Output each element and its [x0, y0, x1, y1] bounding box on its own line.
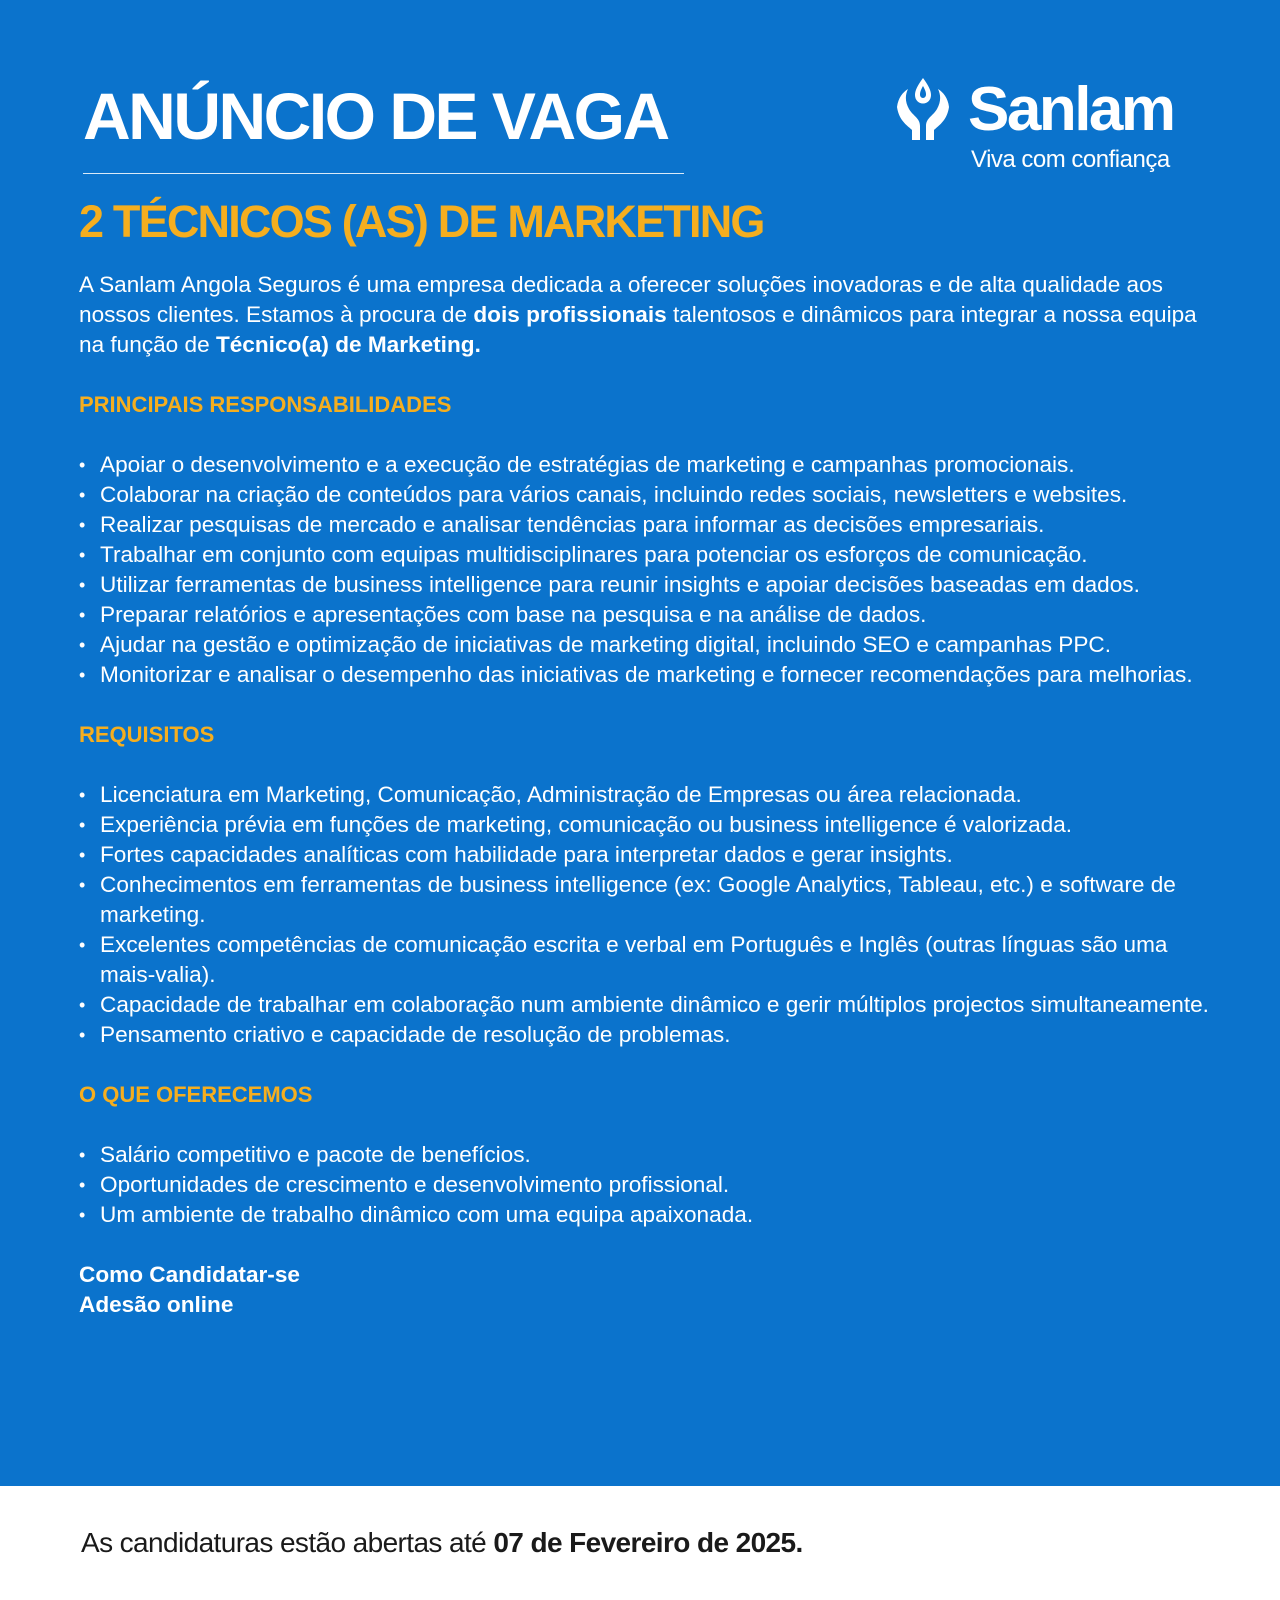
logo-wordmark: Sanlam — [968, 75, 1174, 144]
requirements-heading: REQUISITOS — [79, 722, 215, 747]
main-content — [79, 270, 1209, 1320]
sanlam-logo — [895, 74, 1210, 184]
deadline-prefix: As candidaturas estão abertas até — [81, 1527, 494, 1558]
job-title: 2 TÉCNICOS (AS) DE MARKETING — [79, 196, 764, 247]
list-item: • Excelentes competências de comunicação escrita e verbal em Português e Inglês (outras línguas são uma mais-valia). — [79, 930, 1209, 990]
list-item: • Pensamento criativo e capacidade de resolução de problemas. — [79, 1020, 1209, 1050]
intro-text-1: A Sanlam Angola Seguros é uma empresa dedicada a oferecer soluções inovadoras e de alta qualidade aos nossos clientes. Estamos à procura de — [79, 272, 1163, 327]
apply-method: Adesão online — [79, 1292, 234, 1317]
list-item: • Trabalhar em conjunto com equipas multidisciplinares para potenciar os esforços de comunicação. — [79, 540, 1209, 570]
list-item: • Licenciatura em Marketing, Comunicação, Administração de Empresas ou área relacionada. — [79, 780, 1209, 810]
list-item: • Um ambiente de trabalho dinâmico com uma equipa apaixonada. — [79, 1200, 1209, 1230]
list-item: • Fortes capacidades analíticas com habilidade para interpretar dados e gerar insights. — [79, 840, 1209, 870]
requirements-list — [79, 780, 1209, 1050]
list-item: • Monitorizar e analisar o desempenho das iniciativas de marketing e fornecer recomendações para melhorias. — [79, 660, 1209, 690]
list-item: • Colaborar na criação de conteúdos para vários canais, incluindo redes sociais, newsletters e websites. — [79, 480, 1209, 510]
offer-list — [79, 1140, 1209, 1230]
offer-heading: O QUE OFERECEMOS — [79, 1082, 313, 1107]
apply-heading: Como Candidatar-se — [79, 1262, 300, 1287]
intro-text-2: talentosos e dinâmicos para integrar a nossa equipa na função de — [79, 302, 1197, 357]
list-item: • Preparar relatórios e apresentações com base na pesquisa e na análise de dados. — [79, 600, 1209, 630]
sanlam-hands-icon — [895, 76, 951, 142]
footer — [0, 1486, 1280, 1600]
list-item: • Apoiar o desenvolvimento e a execução de estratégias de marketing e campanhas promocionais. — [79, 450, 1209, 480]
list-item: • Conhecimentos em ferramentas de business intelligence (ex: Google Analytics, Tableau, etc.) e software de marketing. — [79, 870, 1209, 930]
list-item: • Experiência prévia em funções de marketing, comunicação ou business intelligence é valorizada. — [79, 810, 1209, 840]
list-item: • Utilizar ferramentas de business intelligence para reunir insights e apoiar decisões baseadas em dados. — [79, 570, 1209, 600]
title-divider — [83, 173, 684, 174]
list-item: • Realizar pesquisas de mercado e analisar tendências para informar as decisões empresariais. — [79, 510, 1209, 540]
deadline-date: 07 de Fevereiro de 2025. — [493, 1527, 803, 1558]
page-title: ANÚNCIO DE VAGA — [83, 79, 668, 153]
deadline-text — [81, 1526, 803, 1560]
logo-tagline: Viva com confiança — [971, 146, 1170, 173]
list-item: • Capacidade de trabalhar em colaboração num ambiente dinâmico e gerir múltiplos projectos simultaneamente. — [79, 990, 1209, 1020]
intro-paragraph — [79, 270, 1209, 360]
intro-bold-2: Técnico(a) de Marketing. — [215, 332, 481, 357]
list-item: • Ajudar na gestão e optimização de iniciativas de marketing digital, incluindo SEO e campanhas PPC. — [79, 630, 1209, 660]
list-item: • Salário competitivo e pacote de benefícios. — [79, 1140, 1209, 1170]
intro-bold-1: dois profissionais — [473, 302, 667, 327]
responsibilities-list — [79, 450, 1209, 690]
list-item: • Oportunidades de crescimento e desenvolvimento profissional. — [79, 1170, 1209, 1200]
responsibilities-heading: PRINCIPAIS RESPONSABILIDADES — [79, 392, 452, 417]
apply-section — [79, 1260, 1209, 1320]
